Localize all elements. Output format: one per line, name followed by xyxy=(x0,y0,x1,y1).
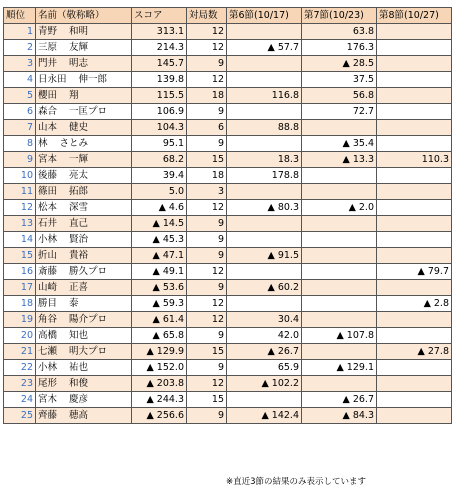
round6-cell xyxy=(227,216,302,232)
header-name: 名前（敬称略） xyxy=(36,8,132,24)
score-cell: 139.8 xyxy=(132,72,187,88)
round8-cell xyxy=(377,376,452,392)
rank-cell: 20 xyxy=(4,328,36,344)
round7-cell: ▲ 84.3 xyxy=(302,408,377,424)
player-given-name: 和俊 xyxy=(69,378,89,389)
table-row xyxy=(4,264,452,280)
round8-cell: ▲ 27.8 xyxy=(377,344,452,360)
table-row xyxy=(4,40,452,56)
round6-cell: 116.8 xyxy=(227,88,302,104)
round8-cell xyxy=(377,392,452,408)
player-name-cell xyxy=(36,232,132,248)
games-cell: 9 xyxy=(187,248,227,264)
score-cell: ▲ 65.8 xyxy=(132,328,187,344)
games-cell: 3 xyxy=(187,184,227,200)
round7-cell: 63.8 xyxy=(302,24,377,40)
round6-cell: 178.8 xyxy=(227,168,302,184)
round6-cell: 42.0 xyxy=(227,328,302,344)
round7-cell: 37.5 xyxy=(302,72,377,88)
table-row xyxy=(4,296,452,312)
round7-cell: ▲ 2.0 xyxy=(302,200,377,216)
player-given-name: 勝久プロ xyxy=(69,266,108,277)
round8-cell xyxy=(377,232,452,248)
player-given-name: 祐也 xyxy=(69,362,89,373)
rank-cell: 14 xyxy=(4,232,36,248)
round8-cell xyxy=(377,120,452,136)
table-row xyxy=(4,24,452,40)
rank-cell: 7 xyxy=(4,120,36,136)
rank-cell: 4 xyxy=(4,72,36,88)
player-family-name: 青野 xyxy=(38,26,58,37)
player-given-name: 泰 xyxy=(69,298,79,309)
player-family-name: 齊藤 xyxy=(38,410,58,421)
player-name-cell xyxy=(36,248,132,264)
score-cell: ▲ 152.0 xyxy=(132,360,187,376)
table-row xyxy=(4,232,452,248)
player-family-name: 折山 xyxy=(38,250,58,261)
player-name-cell xyxy=(36,88,132,104)
rank-cell: 9 xyxy=(4,152,36,168)
player-family-name: 石井 xyxy=(38,218,58,229)
player-family-name: 尾形 xyxy=(38,378,58,389)
player-name-cell xyxy=(36,136,132,152)
table-row xyxy=(4,184,452,200)
table-row xyxy=(4,200,452,216)
games-cell: 9 xyxy=(187,232,227,248)
player-name-cell xyxy=(36,376,132,392)
score-cell: ▲ 49.1 xyxy=(132,264,187,280)
player-given-name: 貴裕 xyxy=(69,250,89,261)
games-cell: 15 xyxy=(187,152,227,168)
round6-cell xyxy=(227,56,302,72)
player-name-cell xyxy=(36,296,132,312)
header-round8: 第8節(10/27) xyxy=(377,8,452,24)
player-name-cell xyxy=(36,408,132,424)
round7-cell xyxy=(302,168,377,184)
header-row xyxy=(4,8,452,24)
round6-cell: ▲ 60.2 xyxy=(227,280,302,296)
player-given-name: 知也 xyxy=(69,330,89,341)
round7-cell: ▲ 129.1 xyxy=(302,360,377,376)
round8-cell: ▲ 79.7 xyxy=(377,264,452,280)
round7-cell: ▲ 35.4 xyxy=(302,136,377,152)
player-family-name: 小林 xyxy=(38,362,58,373)
score-cell: 106.9 xyxy=(132,104,187,120)
table-row xyxy=(4,72,452,88)
round7-cell xyxy=(302,312,377,328)
rank-cell: 5 xyxy=(4,88,36,104)
table-row xyxy=(4,312,452,328)
score-cell: ▲ 203.8 xyxy=(132,376,187,392)
table-row xyxy=(4,392,452,408)
table-row xyxy=(4,408,452,424)
round8-cell xyxy=(377,200,452,216)
player-name-cell xyxy=(36,152,132,168)
score-cell: 39.4 xyxy=(132,168,187,184)
player-given-name: 陽介プロ xyxy=(69,314,108,325)
player-given-name: 賢治 xyxy=(69,234,89,245)
player-name-cell xyxy=(36,56,132,72)
player-family-name: 櫻田 xyxy=(38,90,58,101)
rank-cell: 23 xyxy=(4,376,36,392)
games-cell: 9 xyxy=(187,216,227,232)
round7-cell xyxy=(302,120,377,136)
score-cell: ▲ 4.6 xyxy=(132,200,187,216)
player-name-cell xyxy=(36,312,132,328)
player-given-name: 一匡プロ xyxy=(69,106,108,117)
table-row xyxy=(4,88,452,104)
player-family-name: 山本 xyxy=(38,122,58,133)
games-cell: 12 xyxy=(187,24,227,40)
round6-cell xyxy=(227,104,302,120)
player-name-cell xyxy=(36,72,132,88)
games-cell: 9 xyxy=(187,408,227,424)
round8-cell xyxy=(377,40,452,56)
table-row xyxy=(4,344,452,360)
round7-cell: 72.7 xyxy=(302,104,377,120)
round7-cell xyxy=(302,280,377,296)
score-cell: 104.3 xyxy=(132,120,187,136)
games-cell: 9 xyxy=(187,136,227,152)
round6-cell xyxy=(227,232,302,248)
round8-cell: ▲ 2.8 xyxy=(377,296,452,312)
round8-cell xyxy=(377,104,452,120)
player-given-name: 明志 xyxy=(69,58,89,69)
round6-cell: ▲ 80.3 xyxy=(227,200,302,216)
games-cell: 12 xyxy=(187,376,227,392)
player-family-name: 斎藤 xyxy=(38,266,58,277)
player-name-cell xyxy=(36,264,132,280)
player-family-name: 宮木 xyxy=(38,394,58,405)
games-cell: 9 xyxy=(187,360,227,376)
player-family-name: 小林 xyxy=(38,234,58,245)
games-cell: 12 xyxy=(187,200,227,216)
round6-cell xyxy=(227,392,302,408)
games-cell: 18 xyxy=(187,88,227,104)
score-cell: 68.2 xyxy=(132,152,187,168)
games-cell: 9 xyxy=(187,280,227,296)
score-cell: ▲ 53.6 xyxy=(132,280,187,296)
games-cell: 15 xyxy=(187,344,227,360)
games-cell: 12 xyxy=(187,40,227,56)
rank-cell: 13 xyxy=(4,216,36,232)
round7-cell xyxy=(302,296,377,312)
round8-cell xyxy=(377,88,452,104)
player-given-name: 明大プロ xyxy=(69,346,108,357)
score-cell: 95.1 xyxy=(132,136,187,152)
player-given-name: 直己 xyxy=(69,218,89,229)
player-given-name: 一輝 xyxy=(69,154,89,165)
player-given-name: 友輝 xyxy=(69,42,89,53)
rank-cell: 1 xyxy=(4,24,36,40)
round7-cell: 56.8 xyxy=(302,88,377,104)
player-family-name: 宮本 xyxy=(38,154,58,165)
player-name-cell xyxy=(36,360,132,376)
rank-cell: 21 xyxy=(4,344,36,360)
score-cell: ▲ 256.6 xyxy=(132,408,187,424)
player-given-name: 健史 xyxy=(69,122,89,133)
round7-cell xyxy=(302,344,377,360)
player-family-name: 七瀬 xyxy=(38,346,58,357)
round7-cell xyxy=(302,264,377,280)
round7-cell: ▲ 26.7 xyxy=(302,392,377,408)
round8-cell xyxy=(377,184,452,200)
games-cell: 18 xyxy=(187,168,227,184)
round6-cell xyxy=(227,184,302,200)
rank-cell: 15 xyxy=(4,248,36,264)
round7-cell xyxy=(302,216,377,232)
round6-cell: ▲ 57.7 xyxy=(227,40,302,56)
score-cell: 214.3 xyxy=(132,40,187,56)
player-name-cell xyxy=(36,392,132,408)
rank-cell: 3 xyxy=(4,56,36,72)
player-name-cell xyxy=(36,280,132,296)
player-family-name: 角谷 xyxy=(38,314,58,325)
table-row xyxy=(4,248,452,264)
player-name-cell xyxy=(36,40,132,56)
rank-cell: 6 xyxy=(4,104,36,120)
games-cell: 9 xyxy=(187,328,227,344)
round8-cell xyxy=(377,24,452,40)
player-given-name: 穂高 xyxy=(69,410,89,421)
ranking-body xyxy=(4,24,452,424)
player-family-name: 門井 xyxy=(38,58,58,69)
round6-cell xyxy=(227,72,302,88)
player-given-name: 拓郎 xyxy=(69,186,89,197)
games-cell: 9 xyxy=(187,104,227,120)
score-cell: ▲ 129.9 xyxy=(132,344,187,360)
score-cell: ▲ 47.1 xyxy=(132,248,187,264)
score-cell: ▲ 14.5 xyxy=(132,216,187,232)
round6-cell xyxy=(227,24,302,40)
round7-cell: ▲ 13.3 xyxy=(302,152,377,168)
round6-cell: 88.8 xyxy=(227,120,302,136)
player-name-cell xyxy=(36,120,132,136)
rank-cell: 8 xyxy=(4,136,36,152)
rank-cell: 17 xyxy=(4,280,36,296)
player-name-cell xyxy=(36,104,132,120)
player-given-name: 深雪 xyxy=(69,202,89,213)
rank-cell: 19 xyxy=(4,312,36,328)
player-family-name: 後藤 xyxy=(38,170,58,181)
score-cell: ▲ 244.3 xyxy=(132,392,187,408)
player-given-name: さとみ xyxy=(59,138,89,149)
header-games: 対局数 xyxy=(187,8,227,24)
player-given-name: 和明 xyxy=(69,26,89,37)
header-round6: 第6節(10/17) xyxy=(227,8,302,24)
round7-cell xyxy=(302,376,377,392)
round7-cell: 176.3 xyxy=(302,40,377,56)
player-family-name: 勝目 xyxy=(38,298,58,309)
score-cell: 145.7 xyxy=(132,56,187,72)
round6-cell: 18.3 xyxy=(227,152,302,168)
round8-cell xyxy=(377,408,452,424)
player-name-cell xyxy=(36,328,132,344)
round6-cell xyxy=(227,296,302,312)
round6-cell: 30.4 xyxy=(227,312,302,328)
player-family-name: 三原 xyxy=(38,42,58,53)
round8-cell xyxy=(377,168,452,184)
round8-cell xyxy=(377,216,452,232)
score-cell: ▲ 59.3 xyxy=(132,296,187,312)
player-given-name: 伸一郎 xyxy=(78,74,108,85)
score-cell: ▲ 61.4 xyxy=(132,312,187,328)
player-given-name: 正喜 xyxy=(69,282,89,293)
rank-cell: 2 xyxy=(4,40,36,56)
player-family-name: 松本 xyxy=(38,202,58,213)
player-family-name: 日永田 xyxy=(38,74,67,85)
ranking-table xyxy=(3,7,452,424)
player-family-name: 高橋 xyxy=(38,330,58,341)
score-cell: 5.0 xyxy=(132,184,187,200)
player-name-cell xyxy=(36,168,132,184)
games-cell: 12 xyxy=(187,312,227,328)
player-name-cell xyxy=(36,184,132,200)
header-rank: 順位 xyxy=(4,8,36,24)
table-row xyxy=(4,328,452,344)
round6-cell: ▲ 102.2 xyxy=(227,376,302,392)
round6-cell xyxy=(227,136,302,152)
table-row xyxy=(4,280,452,296)
round8-cell: 110.3 xyxy=(377,152,452,168)
table-row xyxy=(4,56,452,72)
round7-cell xyxy=(302,232,377,248)
games-cell: 12 xyxy=(187,296,227,312)
player-given-name: 翔 xyxy=(69,90,79,101)
table-row xyxy=(4,120,452,136)
rank-cell: 10 xyxy=(4,168,36,184)
round7-cell xyxy=(302,184,377,200)
round7-cell: ▲ 28.5 xyxy=(302,56,377,72)
round8-cell xyxy=(377,312,452,328)
score-cell: 115.5 xyxy=(132,88,187,104)
player-family-name: 山崎 xyxy=(38,282,58,293)
player-name-cell xyxy=(36,200,132,216)
table-row xyxy=(4,104,452,120)
round8-cell xyxy=(377,56,452,72)
round6-cell: ▲ 142.4 xyxy=(227,408,302,424)
rank-cell: 16 xyxy=(4,264,36,280)
games-cell: 15 xyxy=(187,392,227,408)
rank-cell: 18 xyxy=(4,296,36,312)
games-cell: 9 xyxy=(187,56,227,72)
player-family-name: 林 xyxy=(38,138,48,149)
round8-cell xyxy=(377,328,452,344)
table-row xyxy=(4,168,452,184)
header-score: スコア xyxy=(132,8,187,24)
table-row xyxy=(4,376,452,392)
round8-cell xyxy=(377,72,452,88)
round8-cell xyxy=(377,248,452,264)
player-name-cell xyxy=(36,344,132,360)
score-cell: ▲ 45.3 xyxy=(132,232,187,248)
player-given-name: 慶彦 xyxy=(69,394,89,405)
rank-cell: 12 xyxy=(4,200,36,216)
round7-cell xyxy=(302,248,377,264)
player-given-name: 亮太 xyxy=(69,170,89,181)
table-row xyxy=(4,136,452,152)
games-cell: 12 xyxy=(187,264,227,280)
footnote: ※直近3節の結果のみ表示しています xyxy=(226,477,367,487)
round7-cell: ▲ 107.8 xyxy=(302,328,377,344)
table-row xyxy=(4,152,452,168)
rank-cell: 24 xyxy=(4,392,36,408)
rank-cell: 11 xyxy=(4,184,36,200)
rank-cell: 22 xyxy=(4,360,36,376)
round8-cell xyxy=(377,280,452,296)
player-family-name: 篠田 xyxy=(38,186,58,197)
games-cell: 6 xyxy=(187,120,227,136)
round6-cell: ▲ 91.5 xyxy=(227,248,302,264)
player-name-cell xyxy=(36,216,132,232)
round6-cell: 65.9 xyxy=(227,360,302,376)
round8-cell xyxy=(377,136,452,152)
table-row xyxy=(4,216,452,232)
score-cell: 313.1 xyxy=(132,24,187,40)
games-cell: 12 xyxy=(187,72,227,88)
player-family-name: 森合 xyxy=(38,106,58,117)
rank-cell: 25 xyxy=(4,408,36,424)
table-row xyxy=(4,360,452,376)
round6-cell xyxy=(227,264,302,280)
round6-cell: ▲ 26.7 xyxy=(227,344,302,360)
round8-cell xyxy=(377,360,452,376)
header-round7: 第7節(10/23) xyxy=(302,8,377,24)
player-name-cell xyxy=(36,24,132,40)
